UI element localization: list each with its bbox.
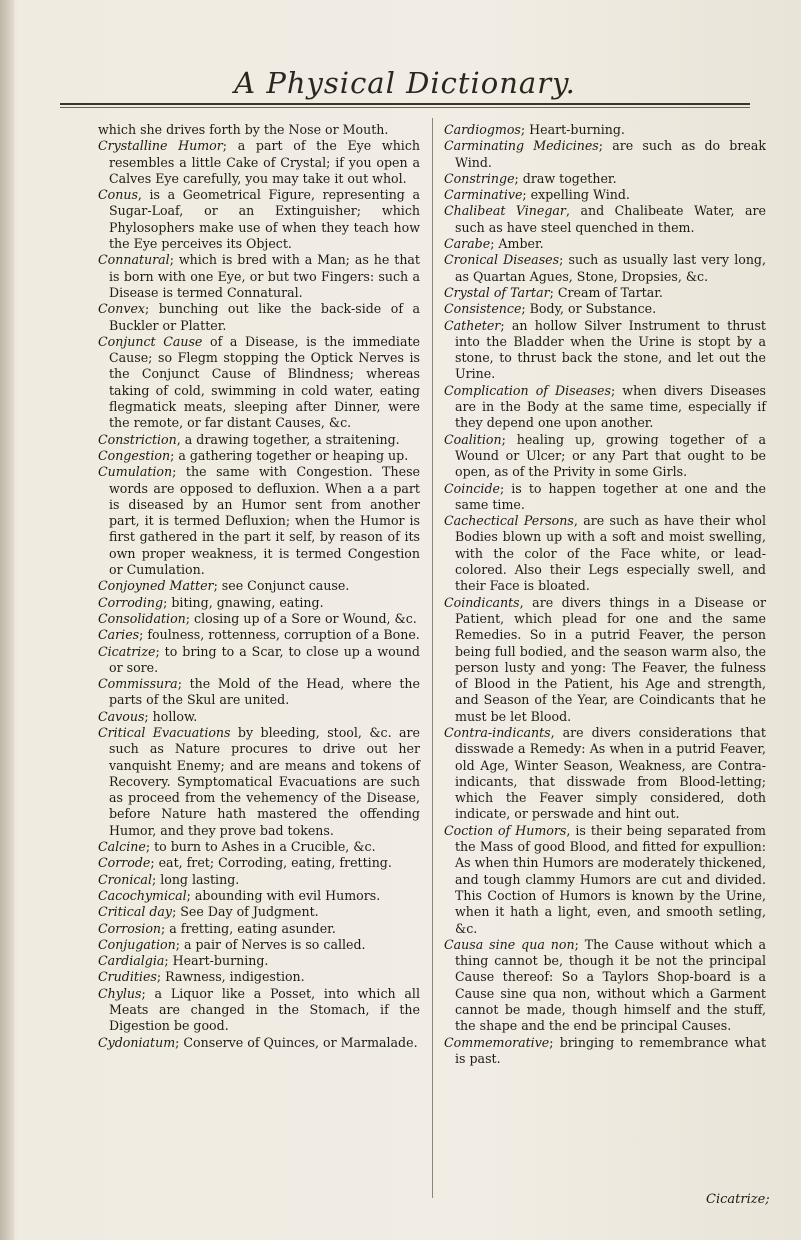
entry-definition: ; a gathering together or heaping up. — [170, 447, 409, 463]
entry-headword: Coction of Humors — [444, 822, 567, 838]
dictionary-entry — [444, 383, 766, 432]
dictionary-entry — [444, 301, 766, 317]
dictionary-entry — [444, 318, 766, 383]
dictionary-entry — [98, 986, 420, 1035]
dictionary-entry — [444, 252, 766, 285]
entry-definition: , and Chalibeate Water, are such as have steel quenched in them. — [455, 203, 766, 235]
dictionary-entry — [98, 709, 420, 725]
entry-headword: Coalition — [444, 431, 502, 447]
entry-headword: Corrosion — [98, 920, 162, 936]
entry-headword: Conus — [98, 187, 138, 203]
entry-headword: Conjoyned Matter — [98, 578, 214, 594]
dictionary-entry — [98, 432, 420, 448]
entry-headword: Consolidation — [98, 610, 186, 626]
dictionary-entry — [444, 823, 766, 937]
entry-definition: ; long lasting. — [151, 871, 240, 887]
entry-headword: Chalibeat Vinegar — [444, 203, 566, 219]
entry-definition: by bleeding, stool, &c. are such as Nature procures to drive out her vanquisht Enemy; and are means and tokens of Recovery. Symptomatical Evacuations are such as proceed from the vehemency of the Disease, before Nature hath mastered the offending Humor, and they prove bad tokens. — [109, 724, 420, 838]
entry-definition: ; a part of the Eye which resembles a little Cake of Crystal; if you open a Calves Eye carefully, you may take it out whol. — [109, 138, 420, 186]
entry-headword: Corrode — [98, 855, 151, 871]
entry-definition: ; The Cause without which a thing cannot be, though it be not the principal Cause thereof: So a Taylors Shop-board is a Cause sine qua non, without which a Garment cannot be made, though himself and the stuff, the shape and the end be principal Causes. — [455, 936, 766, 1034]
entry-headword: Consistence — [444, 301, 522, 317]
entry-definition: , is their being separated from the Mass of good Blood, and fitted for expullion: As when thin Humors are moderately thickened, and tough clammy Humors are cut and divided. This Coction of Humors is known by the Urine, when it hath a light, even, and smooth setling, &c. — [455, 822, 766, 936]
entry-headword: Commemorative — [444, 1034, 550, 1050]
dictionary-entry — [98, 448, 420, 464]
dictionary-entry — [98, 578, 420, 594]
dictionary-entry — [444, 481, 766, 514]
entry-definition: ; healing up, growing together of a Wound or Ulcer; or any Part that ought to be open, as of the Privity in some Girls. — [455, 431, 766, 480]
entry-headword: Carminative — [444, 187, 523, 203]
entry-definition: ; a Liquor like a Posset, into which all Meats are changed in the Stomach, if the Digestion be good. — [109, 985, 420, 1034]
page-gutter-shadow — [0, 0, 14, 1240]
entry-headword: Crystal of Tartar — [444, 284, 550, 300]
dictionary-entry — [98, 187, 420, 252]
dictionary-entry — [444, 187, 766, 203]
dictionary-entry — [98, 122, 420, 138]
entry-definition: ; Heart-burning. — [164, 953, 269, 969]
entry-headword: Connatural — [98, 252, 170, 268]
entry-definition: ; the Mold of the Head, where the parts of the Skul are united. — [109, 676, 420, 708]
entry-definition: ; Rawness, indigestion. — [156, 969, 305, 985]
dictionary-entry — [98, 855, 420, 871]
dictionary-entry — [98, 725, 420, 839]
dictionary-entry — [444, 236, 766, 252]
entry-headword: Caries — [98, 627, 140, 643]
entry-definition: ; is to happen together at one and the same time. — [455, 480, 766, 512]
entry-definition: , are divers things in a Disease or Patient, which plead for one and the same Remedies. So in a putrid Feaver, the person being full bodied, and the season warm also, the person lusty and yong: The Feaver, the fulness of Blood in the Patient, his Age and strength, and Season of the Year, are Coindicants that he must be let Blood. — [455, 594, 766, 724]
entry-headword: Convex — [98, 301, 145, 317]
entry-headword: Corroding — [98, 594, 164, 610]
entry-definition: ; Conserve of Quinces, or Marmalade. — [175, 1034, 418, 1050]
entry-definition: , are such as have their whol Bodies blown up with a soft and moist swelling, with the color of the Face white, or lead-colored. Also their Legs especially swell, and their Face is bloated. — [455, 513, 766, 594]
entry-definition: ; hollow. — [144, 708, 198, 724]
entry-definition: ; see Conjunct cause. — [213, 578, 350, 594]
column-divider — [432, 118, 433, 1198]
entry-headword: Coindicants — [444, 594, 520, 610]
entry-headword: Chylus — [98, 985, 142, 1001]
entry-definition: ; the same with Congestion. These words are opposed to defluxion. When a a part is diseased by an Humor sent from another part, it is termed Defluxion; when the Humor is first gathered in the part it self, by reason of its own proper weakness, it is termed Congestion or Cumulation. — [109, 464, 420, 578]
dictionary-entry — [444, 937, 766, 1035]
entry-definition: ; closing up of a Sore or Wound, &c. — [185, 610, 417, 626]
entry-headword: Congestion — [98, 447, 171, 463]
dictionary-entry — [98, 969, 420, 985]
entry-headword: Cacochymical — [98, 887, 187, 903]
dictionary-entry — [444, 122, 766, 138]
entry-headword: Cardialgia — [98, 953, 165, 969]
entry-headword: Critical day — [98, 904, 173, 920]
dictionary-entry — [98, 464, 420, 578]
entry-definition: ; bringing to remembrance what is past. — [455, 1034, 766, 1066]
dictionary-entry — [98, 138, 420, 187]
entry-definition: ; bunching out like the back-side of a Buckler or Platter. — [109, 301, 420, 333]
entry-headword: Catheter — [444, 317, 501, 333]
dictionary-entry — [98, 953, 420, 969]
entry-headword: Conjunct Cause — [98, 333, 203, 349]
entry-headword: Cronical Diseases — [444, 252, 560, 268]
entry-definition: ; Body, or Substance. — [521, 301, 657, 317]
entry-headword: Cicatrize — [98, 643, 156, 659]
dictionary-entry — [444, 513, 766, 594]
entry-definition: which she drives forth by the Nose or Mouth. — [98, 122, 389, 137]
entry-headword: Constringe — [444, 170, 515, 186]
entry-headword: Carminating Medicines — [444, 138, 599, 154]
entry-definition: ; Amber. — [490, 236, 544, 252]
entry-headword: Carabe — [444, 236, 491, 252]
entry-definition: ; to burn to Ashes in a Crucible, &c. — [145, 839, 376, 855]
page-title: A Physical Dictionary. — [234, 66, 576, 100]
dictionary-entry — [444, 725, 766, 823]
entry-headword: Commissura — [98, 676, 178, 692]
entry-headword: Cumulation — [98, 464, 173, 480]
entry-definition: ; abounding with evil Humors. — [186, 887, 381, 903]
entry-definition: , are divers considerations that disswade a Remedy: As when in a putrid Feaver, old Age, Winter Season, Weakness, are Contra-indicants, that disswade from Blood-letting; which the Feaver simply considered, doth indicate, or perswade and hint out. — [455, 724, 766, 822]
entry-definition: ; such as usually last very long, as Quartan Agues, Stone, Dropsies, &c. — [455, 252, 766, 284]
entry-definition: ; expelling Wind. — [522, 187, 630, 203]
dictionary-entry — [98, 611, 420, 627]
dictionary-entry — [444, 595, 766, 725]
entry-definition: ; foulness, rottenness, corruption of a Bone. — [139, 627, 420, 643]
entry-definition: ; biting, gnawing, eating. — [163, 594, 324, 610]
dictionary-entry — [98, 676, 420, 709]
entry-definition: ; to bring to a Scar, to close up a wound or sore. — [109, 643, 420, 675]
dictionary-entry — [444, 432, 766, 481]
entry-definition: ; an hollow Silver Instrument to thrust into the Bladder when the Urine is stopt by a stone, to thrust back the stone, and let out the Urine. — [455, 317, 766, 382]
entry-headword: Cardiogmos — [444, 122, 521, 137]
entry-definition: ; a fretting, eating asunder. — [161, 920, 336, 936]
entry-headword: Calcine — [98, 839, 146, 855]
entry-definition: ; when divers Diseases are in the Body at the same time, especially if they depend one upon another. — [455, 382, 766, 431]
dictionary-entry — [98, 1035, 420, 1051]
dictionary-entry — [98, 904, 420, 920]
dictionary-entry — [444, 171, 766, 187]
entry-definition: ; which is bred with a Man; as he that is born with one Eye, or but two Fingers: such a Disease is termed Connatural. — [109, 252, 420, 300]
entry-headword: Critical Evacuations — [98, 724, 231, 740]
entry-headword: Constriction — [98, 431, 177, 447]
entry-headword: Crystalline Humor — [98, 138, 223, 154]
dictionary-entry — [98, 334, 420, 432]
dictionary-entry — [98, 644, 420, 677]
entry-headword: Cachectical Persons — [444, 513, 574, 529]
entry-definition: ; are such as do break Wind. — [455, 138, 766, 170]
entry-definition: ; Cream of Tartar. — [549, 284, 663, 300]
entry-headword: Complication of Diseases — [444, 382, 611, 398]
left-column — [98, 122, 420, 1051]
entry-definition: , a drawing together, a straitening. — [176, 431, 400, 447]
entry-definition: ; a pair of Nerves is so called. — [175, 936, 366, 952]
entry-headword: Crudities — [98, 969, 157, 985]
dictionary-entry — [98, 839, 420, 855]
entry-definition: ; draw together. — [514, 170, 617, 186]
dictionary-entry — [98, 301, 420, 334]
entry-headword: Cavous — [98, 708, 145, 724]
catchword: Cicatrize; — [706, 1192, 770, 1207]
dictionary-entry — [444, 203, 766, 236]
header-rule — [60, 103, 750, 105]
dictionary-entry — [444, 138, 766, 171]
header-rule-thin — [60, 107, 750, 108]
dictionary-entry — [98, 888, 420, 904]
running-header — [60, 66, 750, 108]
dictionary-entry — [98, 252, 420, 301]
dictionary-entry — [444, 1035, 766, 1068]
entry-headword: Conjugation — [98, 936, 176, 952]
entry-definition: ; eat, fret; Corroding, eating, fretting. — [150, 855, 392, 871]
entry-headword: Cydoniatum — [98, 1034, 176, 1050]
entry-definition: ; Heart-burning. — [520, 122, 625, 137]
entry-definition: , is a Geometrical Figure, representing a Sugar-Loaf, or an Extinguisher; which Phylosophers make use of when they teach how the Eye perceives its Object. — [109, 187, 420, 252]
entry-headword: Causa sine qua non — [444, 936, 575, 952]
dictionary-entry — [98, 921, 420, 937]
dictionary-entry — [98, 872, 420, 888]
entry-headword: Contra-indicants — [444, 724, 551, 740]
dictionary-entry — [98, 595, 420, 611]
entry-headword: Cronical — [98, 871, 152, 887]
entry-definition: of a Disease, is the immediate Cause; so Flegm stopping the Optick Nerves is the Conjunct Cause of Blindness; whereas taking of cold, swimming in cold water, eating flegmatick meats, sleeping after Dinner, were the remote, or far distant Causes, &c. — [109, 333, 420, 431]
entry-headword: Coincide — [444, 480, 500, 496]
dictionary-entry — [444, 285, 766, 301]
right-column — [444, 122, 766, 1067]
entry-definition: ; See Day of Judgment. — [172, 904, 319, 920]
dictionary-entry — [98, 627, 420, 643]
dictionary-entry — [98, 937, 420, 953]
